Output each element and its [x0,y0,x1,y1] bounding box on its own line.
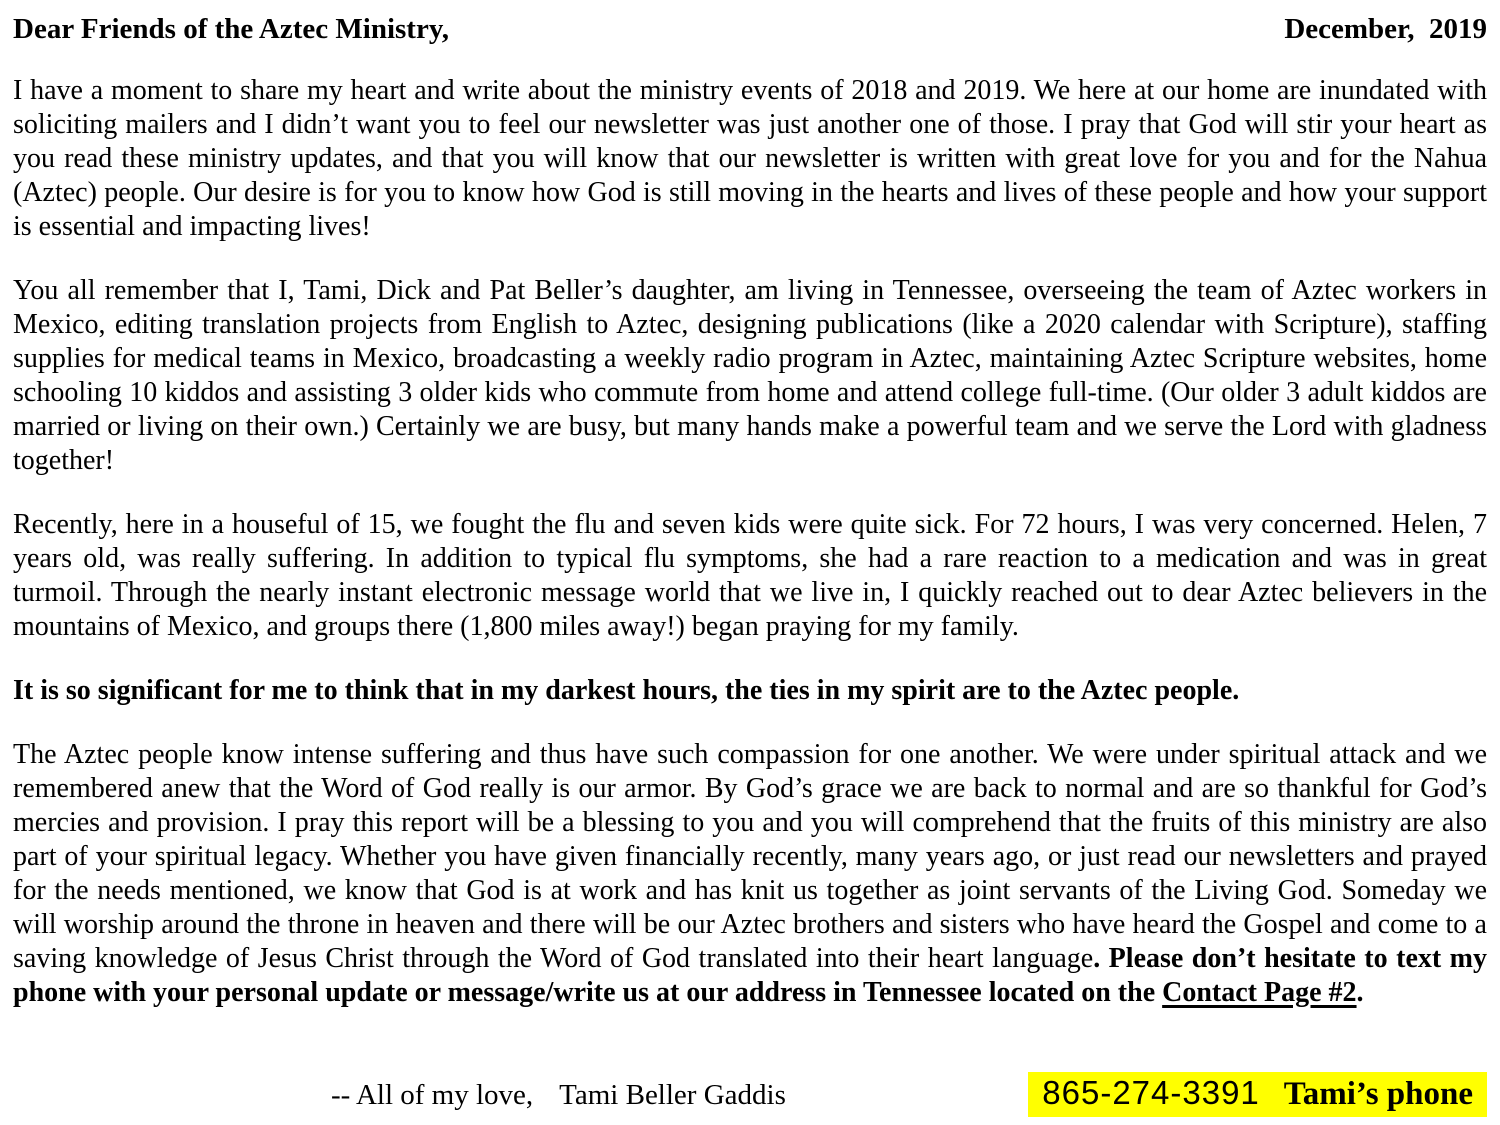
closing-bold-text: . Please don’t hesitate to text my phone with your personal update or message/write us at our address in Tennessee located on the [13,943,1487,1008]
paragraph-family-update: You all remember that I, Tami, Dick and Pat Beller’s daughter, am living in Tennessee, overseeing the team of Aztec workers in Mexico, editing translation projects from English to Aztec, designing publications (like a 2020 calendar with Scripture), staffing supplies for medical teams in Mexico, broadcasting a weekly radio program in Aztec, maintaining Aztec Scripture websites, home schooling 10 kiddos and assisting 3 older kids who commute from home and attend college full-time. (Our older 3 adult kiddos are married or living on their own.) Certainly we are busy, but many hands make a powerful team and we serve the Lord with gladness together! [13,275,1487,476]
signature-closing: -- All of my love, [331,1078,534,1111]
letter-header [13,12,1487,46]
paragraph-closing [13,738,1487,1010]
closing-normal-text: The Aztec people know intense suffering and thus have such compassion for one another. We were under spiritual attack and we remembered anew that the Word of God really is our armor. By God’s grace we are back to normal and are so thankful for God’s mercies and provision. I pray this report will be a blessing to you and you will comprehend that the fruits of this ministry are also part of your spiritual legacy. Whether you have given financially recently, many years ago, or just read our newsletters and prayed for the needs mentioned, we know that God is at work and has knit us together as joint servants of the Living God. Someday we will worship around the throne in heaven and there will be our Aztec brothers and sisters who have heard the Gospel and come to a saving knowledge of Jesus Christ through the Word of God translated into their heart language [13,739,1487,974]
phone-number: 865-274-3391 [1042,1074,1260,1111]
salutation: Dear Friends of the Aztec Ministry, [13,13,449,45]
paragraph-emphasis: It is so significant for me to think that in my darkest hours, the ties in my spirit are to the Aztec people. [13,675,1240,706]
letter-date: December, 2019 [1284,13,1487,45]
closing-bold-period: . [1356,977,1364,1008]
paragraph-intro: I have a moment to share my heart and write about the ministry events of 2018 and 2019. We here at our home are inundated with soliciting mailers and I didn’t want you to feel our newsletter was just another one of those. I pray that God will stir your heart as you read these ministry updates, and that you will know that our newsletter is written with great love for you and for the Nahua (Aztec) people. Our desire is for you to know how God is still moving in the hearts and lives of these people and how your support is essential and impacting lives! [13,75,1487,242]
letter-footer [13,1072,1487,1117]
contact-page-reference: Contact Page #2 [1162,977,1357,1008]
phone-highlight [1028,1072,1487,1117]
paragraph-flu-story: Recently, here in a houseful of 15, we fought the flu and seven kids were quite sick. For 72 hours, I was very concerned. Helen, 7 years old, was really suffering. In addition to typical flu symptoms, she had a rare reaction to a medication and was in great turmoil. Through the nearly instant electronic message world that we live in, I quickly reached out to dear Aztec believers in the mountains of Mexico, and groups there (1,800 miles away!) began praying for my family. [13,509,1487,642]
signature-line [331,1078,786,1112]
signature-name: Tami Beller Gaddis [559,1078,786,1111]
phone-label: Tami’s phone [1283,1076,1473,1112]
